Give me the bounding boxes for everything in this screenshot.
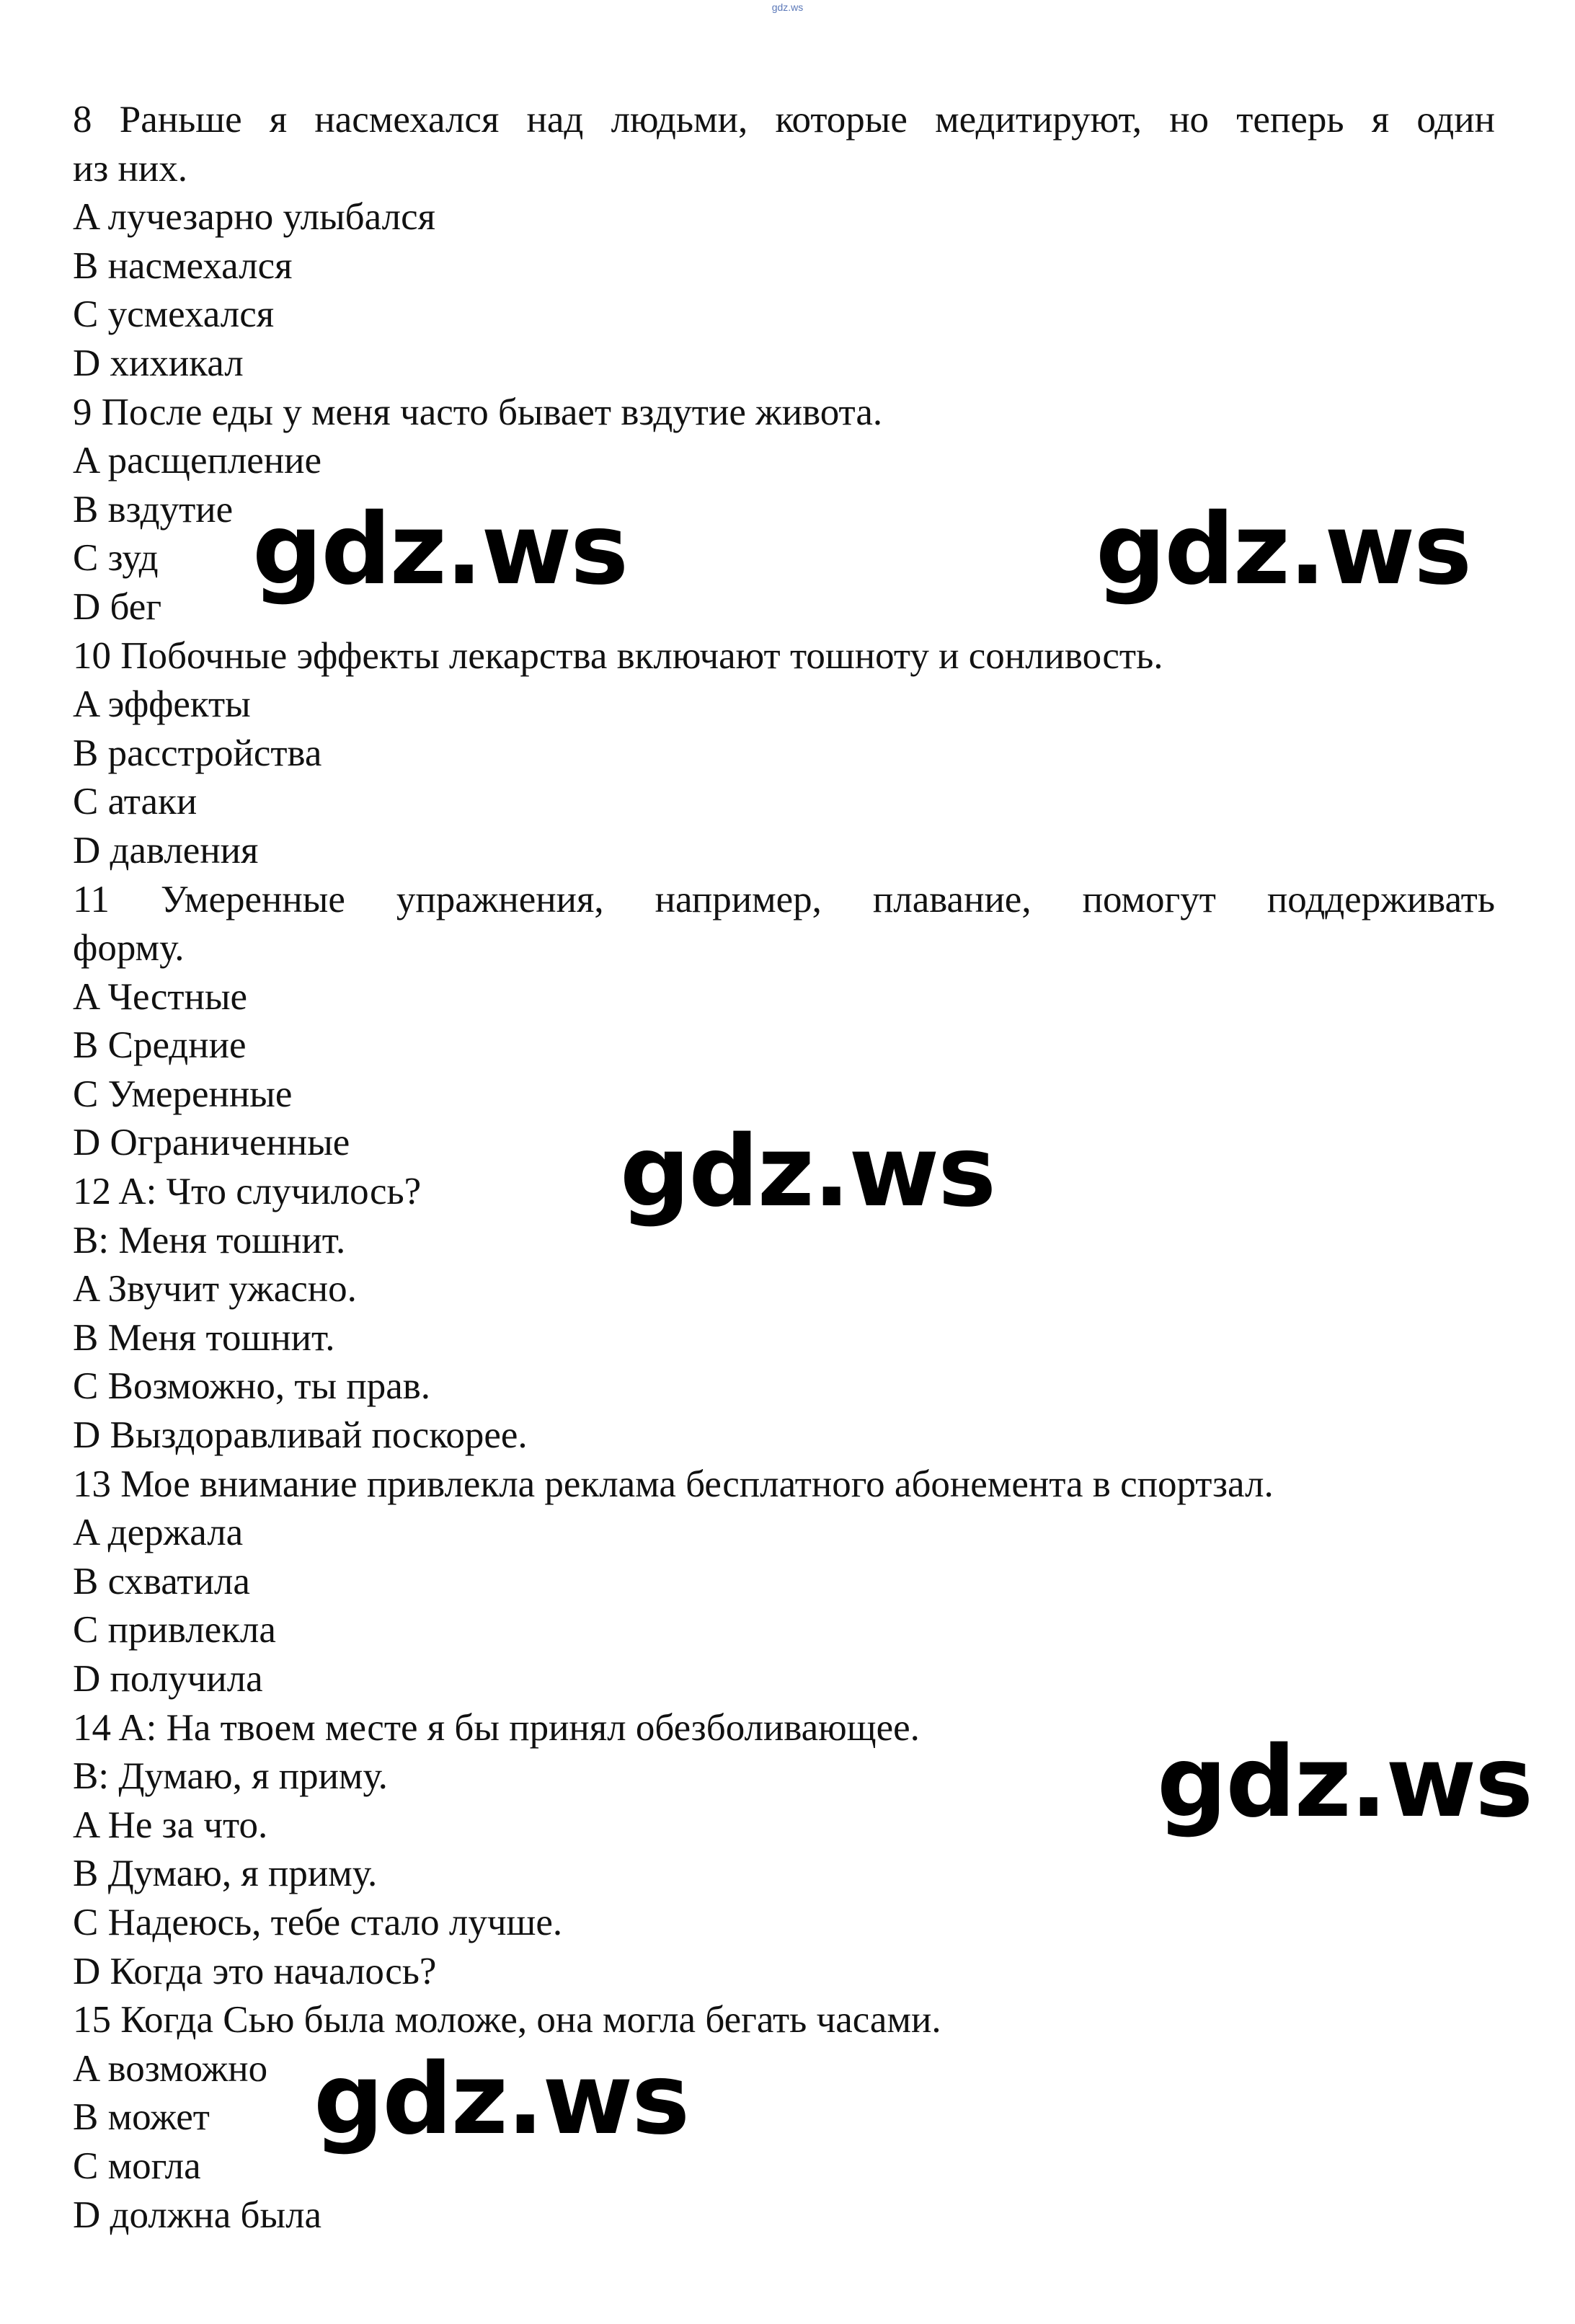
option-8-d: D хихикал <box>73 342 244 384</box>
option-12-c: C Возможно, ты прав. <box>73 1365 431 1408</box>
option-14-a: A Не за что. <box>73 1804 268 1846</box>
option-15-a: A возможно <box>73 2047 268 2090</box>
option-14-c: C Надеюсь, тебе стало лучше. <box>73 1901 563 1943</box>
option-14-d: D Когда это началось? <box>73 1950 437 1992</box>
watermark: gdz.ws <box>314 2043 689 2157</box>
watermark: gdz.ws <box>252 493 628 607</box>
option-12-a: A Звучит ужасно. <box>73 1268 357 1310</box>
option-9-c: C зуд <box>73 537 159 580</box>
option-9-a: A расщепление <box>73 440 322 482</box>
option-11-d: D Ограниченные <box>73 1122 350 1164</box>
option-8-b: B насмехался <box>73 244 293 287</box>
question-10: 10 Побочные эффекты лекарства включают тошноту и сонливость. <box>73 634 1163 677</box>
option-9-d: D бег <box>73 585 162 628</box>
header-watermark: gdz.ws <box>771 1 804 13</box>
option-10-d: D давления <box>73 829 259 872</box>
question-14-line-1: 14 A: На твоем месте я бы принял обезболивающее. <box>73 1706 920 1749</box>
question-11-line-1: 11 Умеренные упражнения, например, плавание, помогут поддерживать <box>73 878 1495 921</box>
option-11-a: A Честные <box>73 975 248 1018</box>
option-14-b: B Думаю, я приму. <box>73 1853 378 1895</box>
option-13-c: C привлекла <box>73 1609 276 1651</box>
option-12-b: B Меня тошнит. <box>73 1316 335 1359</box>
option-15-c: C могла <box>73 2145 201 2187</box>
option-10-c: C атаки <box>73 781 198 823</box>
option-11-b: B Средние <box>73 1024 247 1067</box>
question-12-line-1: 12 A: Что случилось? <box>73 1171 422 1213</box>
question-15: 15 Когда Сью была моложе, она могла бегать часами. <box>73 1999 941 2041</box>
watermark: gdz.ws <box>1096 493 1471 607</box>
question-12-line-2: B: Меня тошнит. <box>73 1219 346 1261</box>
option-13-b: B схватила <box>73 1560 250 1602</box>
option-10-b: B расстройства <box>73 732 322 774</box>
option-13-a: A держала <box>73 1512 244 1554</box>
watermark: gdz.ws <box>1157 1726 1532 1840</box>
question-8-line-1: 8 Раньше я насмехался над людьми, которые медитируют, но теперь я один <box>73 99 1495 141</box>
option-8-c: C усмехался <box>73 293 275 336</box>
option-8-a: A лучезарно улыбался <box>73 196 435 239</box>
question-13: 13 Мое внимание привлекла реклама бесплатного абонемента в спортзал. <box>73 1463 1274 1505</box>
option-15-d: D должна была <box>73 2194 322 2236</box>
question-8-line-2: из них. <box>73 147 188 190</box>
option-10-a: A эффекты <box>73 683 251 726</box>
option-9-b: B вздутие <box>73 488 234 531</box>
option-13-d: D получила <box>73 1658 263 1700</box>
option-15-b: B может <box>73 2096 210 2139</box>
question-14-line-2: B: Думаю, я приму. <box>73 1755 388 1798</box>
option-12-d: D Выздоравливай поскорее. <box>73 1414 528 1457</box>
option-11-c: C Умеренные <box>73 1073 293 1115</box>
question-9: 9 После еды у меня часто бывает вздутие живота. <box>73 391 883 433</box>
watermark: gdz.ws <box>620 1115 995 1229</box>
question-11-line-2: форму. <box>73 927 185 970</box>
